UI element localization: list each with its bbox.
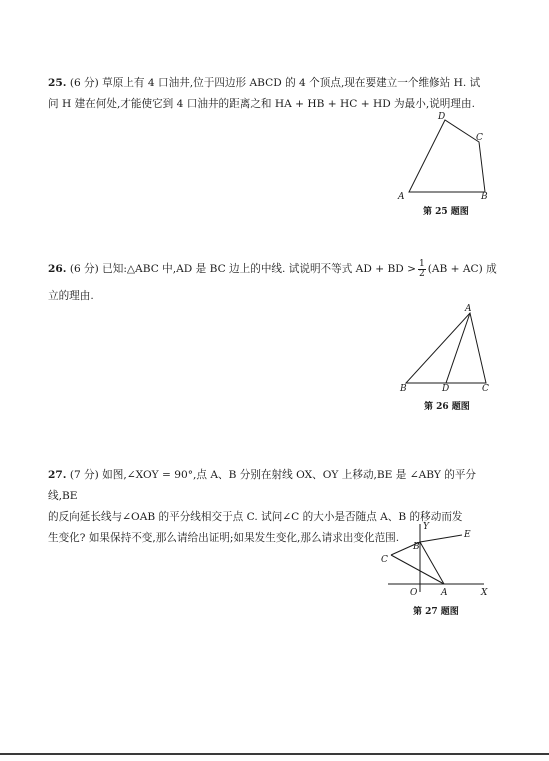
figure-26-triangle	[398, 305, 498, 395]
label-B: B	[413, 542, 420, 552]
label-A: A	[441, 588, 448, 598]
figure-27-angle	[380, 520, 490, 600]
quadrilateral-abcd	[409, 120, 485, 192]
label-E: E	[464, 530, 471, 540]
page-bottom-edge	[0, 753, 549, 755]
question-number: 27.	[48, 469, 67, 481]
label-D: D	[438, 112, 446, 122]
question-27-line-3: 生变化? 如果保持不变,那么请给出证明;如果发生变化,那么请求出变化范围.	[48, 532, 400, 544]
question-text-continued: (AB + AC) 成	[427, 263, 497, 275]
label-C: C	[381, 555, 388, 565]
question-25	[48, 73, 500, 115]
label-O: O	[410, 588, 418, 598]
question-number: 26.	[48, 263, 67, 275]
label-D: D	[442, 384, 450, 394]
triangle-abc	[406, 313, 486, 383]
ray-be	[420, 535, 462, 542]
question-26	[48, 259, 500, 307]
question-26-line-2: 立的理由.	[48, 290, 94, 302]
label-X: X	[481, 588, 488, 598]
figure-25-quadrilateral	[395, 112, 495, 202]
question-text: 草原上有 4 口油井,位于四边形 ABCD 的 4 个顶点,现在要建立一个维修站 H. 试	[102, 77, 481, 89]
label-Y: Y	[423, 522, 429, 532]
figure-27-caption: 第 27 题图	[413, 607, 459, 617]
question-points: (6 分)	[69, 263, 99, 275]
label-C: C	[476, 133, 483, 143]
median-ad	[446, 313, 470, 383]
question-points: (7 分)	[69, 469, 99, 481]
question-27-line-2: 的反向延长线与∠OAB 的平分线相交于点 C. 试问∠C 的大小是否随点 A、B 的移动而发	[48, 511, 463, 523]
question-26-line-1	[48, 259, 500, 280]
question-25-line-2: 问 H 建在何处,才能使它到 4 口油井的距离之和 HA + HB + HC + HD 为最小,说明理由.	[48, 98, 475, 110]
question-25-line-1	[48, 73, 500, 94]
label-A: A	[465, 304, 472, 314]
question-text: 已知:△ABC 中,AD 是 BC 边上的中线. 试说明不等式 AD + BD >	[102, 263, 416, 275]
question-27-line-1	[48, 465, 500, 507]
figure-25-caption: 第 25 题图	[423, 207, 469, 217]
label-B: B	[400, 384, 407, 394]
question-number: 25.	[48, 77, 67, 89]
figure-26-caption: 第 26 题图	[424, 402, 470, 412]
question-text: 如图,∠XOY = 90°,点 A、B 分别在射线 OX、OY 上移动,BE 是 ∠ABY 的平分线,BE	[48, 469, 477, 502]
fraction-one-half: $\frac{1}{2}$	[418, 258, 425, 279]
label-C: C	[482, 384, 489, 394]
question-points: (6 分)	[69, 77, 99, 89]
label-B: B	[481, 192, 488, 202]
label-A: A	[398, 192, 405, 202]
